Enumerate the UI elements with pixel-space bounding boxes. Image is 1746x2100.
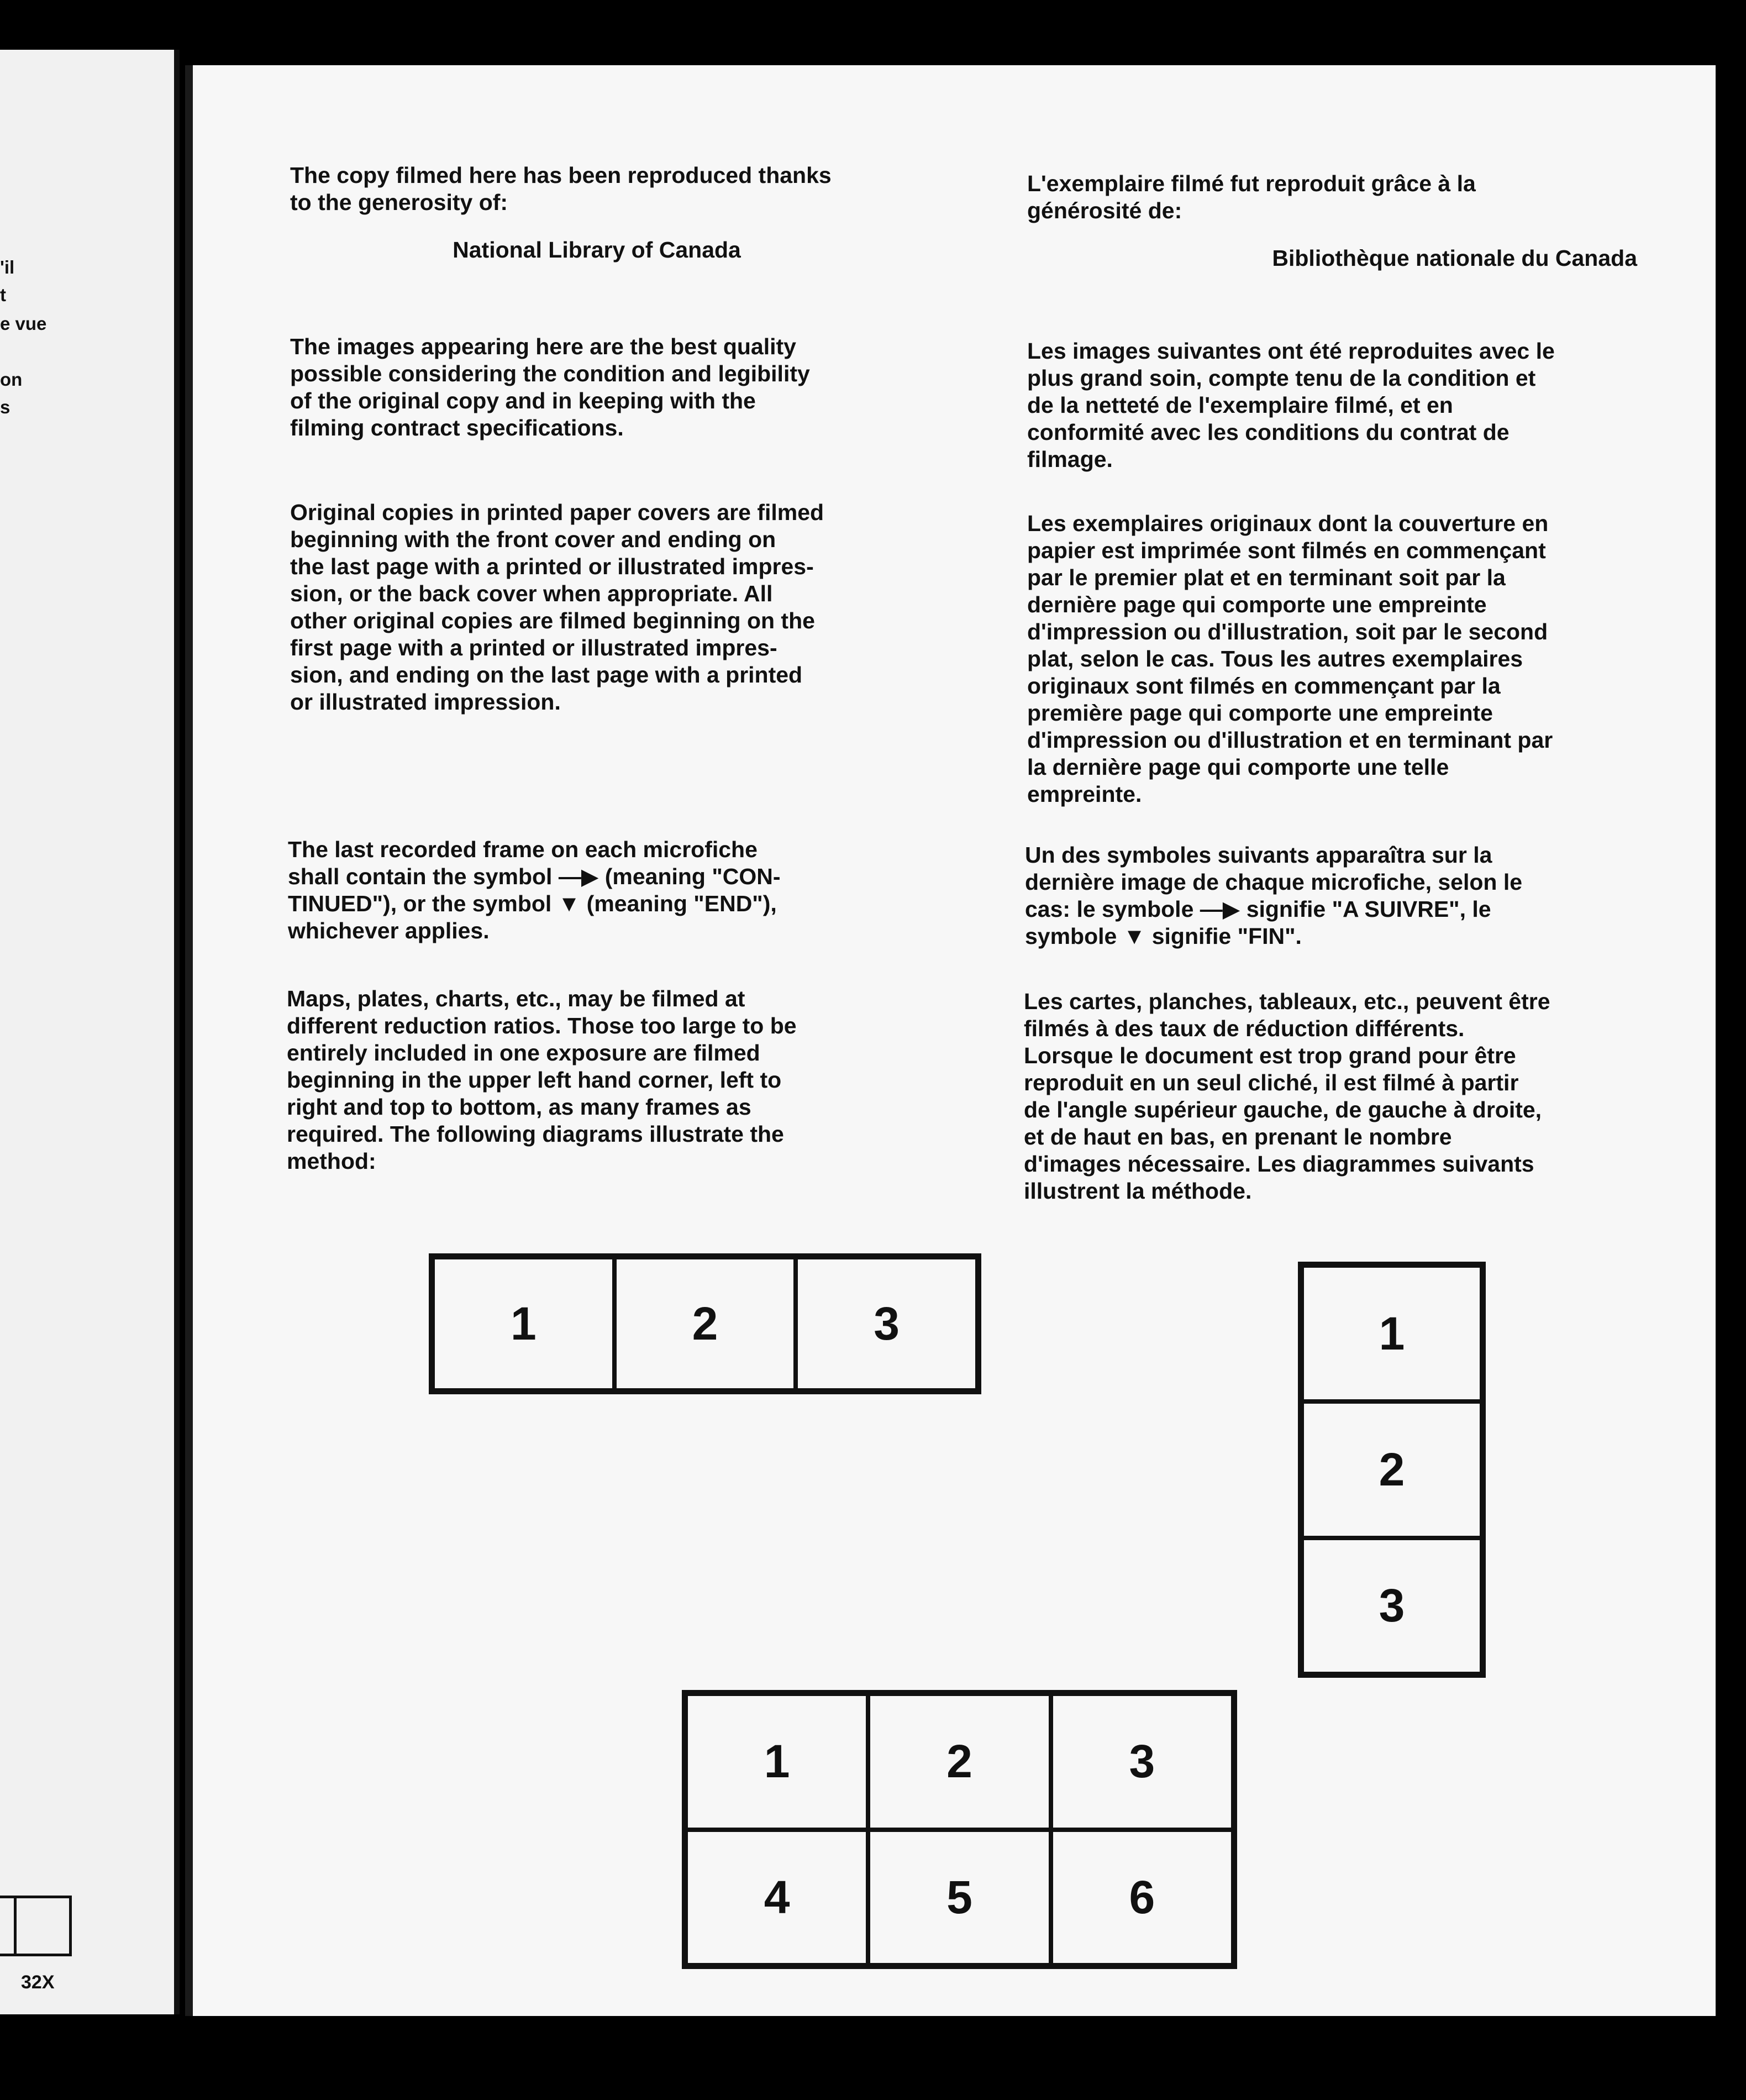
french-originals-paragraph: Les exemplaires originaux dont la couverture en papier est imprimée sont filmés en commençant par le premier plat et en terminant soit par la dernière page qui comporte une empreinte d'impression ou d'illustration, soit par le second plat, selon le cas. Tous les autres exemplaires originaux sont filmés en commençant par la première page qui comporte une empreinte d'impression ou d'illustration et en terminant par la dernière page qui comporte une telle empreinte. [1027, 511, 1553, 807]
frame-cell: 6 [1051, 1830, 1233, 1966]
english-library-name: National Library of Canada [453, 237, 741, 262]
english-originals-paragraph: Original copies in printed paper covers are filmed beginning with the front cover and ending on the last page with a printed or illustrated impres- sion, or the back cover when appropriate. All other original copies are filmed beginning on the first page with a printed or illustrated impres- sion, and ending on the last page with a printed or illustrated impression. [290, 500, 824, 715]
frame-cell: 3 [1051, 1694, 1233, 1830]
text-fragment: t [0, 285, 6, 305]
english-quality-paragraph: The images appearing here are the best quality possible considering the condition and legibility of the original copy and in keeping with the filming contract specifications. [290, 334, 810, 440]
reduction-scale-box [0, 1896, 72, 1956]
text-fragment: e vue [0, 313, 47, 334]
diagram-horizontal-frames [429, 1253, 981, 1394]
text-fragment: on [0, 369, 23, 390]
english-generosity: The copy filmed here has been reproduced thanks to the generosity of: [290, 162, 832, 215]
text-fragment: s [0, 397, 10, 417]
french-generosity: L'exemplaire filmé fut reproduit grâce à la générosité de: [1027, 171, 1476, 223]
filming-notice-page [185, 65, 1716, 2016]
english-maps-paragraph: Maps, plates, charts, etc., may be filmed at different reduction ratios. Those too large to be entirely included in one exposure are filmed beginning in the upper left hand corner, left to right and top to bottom, as many frames as required. The following diagrams illustrate the method: [287, 986, 797, 1174]
frame-cell: 2 [1302, 1401, 1482, 1537]
frame-cell: 2 [868, 1694, 1050, 1830]
french-library-name: Bibliothèque nationale du Canada [1272, 245, 1637, 271]
adjacent-page-edge [0, 50, 180, 2014]
frame-cell: 5 [868, 1830, 1050, 1966]
french-symbols-paragraph: Un des symboles suivants apparaîtra sur la dernière image de chaque microfiche, selon le cas: le symbole —▶ signifie "A SUIVRE", le symbole ▼ signifie "FIN". [1025, 842, 1523, 949]
diagram-vertical-frames [1298, 1262, 1486, 1678]
frame-cell: 3 [1302, 1538, 1482, 1674]
english-symbols-paragraph: The last recorded frame on each microfiche shall contain the symbol —▶ (meaning "CON- TINUED"), or the symbol ▼ (meaning "END"), whichever applies. [288, 837, 781, 943]
frame-cell: 2 [614, 1257, 796, 1390]
reduction-ratio-label: 32X [21, 1972, 55, 1993]
frame-cell: 1 [433, 1257, 614, 1390]
frame-cell: 1 [1302, 1266, 1482, 1401]
frame-cell: 1 [686, 1694, 868, 1830]
frame-cell: 4 [686, 1830, 868, 1966]
frame-cell: 3 [796, 1257, 977, 1390]
text-fragment: 'il [0, 257, 15, 277]
french-quality-paragraph: Les images suivantes ont été reproduites avec le plus grand soin, compte tenu de la condition et de la netteté de l'exemplaire filmé, et en conformité avec les conditions du contrat de filmage. [1027, 338, 1555, 472]
diagram-grid-frames [682, 1690, 1237, 1969]
french-maps-paragraph: Les cartes, planches, tableaux, etc., peuvent être filmés à des taux de réduction différents. Lorsque le document est trop grand pour être reproduit en un seul cliché, il est filmé à partir de l'angle supérieur gauche, de gauche à droite, et de haut en bas, en prenant le nombre d'images nécessaire. Les diagrammes suivants illustrent la méthode. [1024, 989, 1550, 1204]
